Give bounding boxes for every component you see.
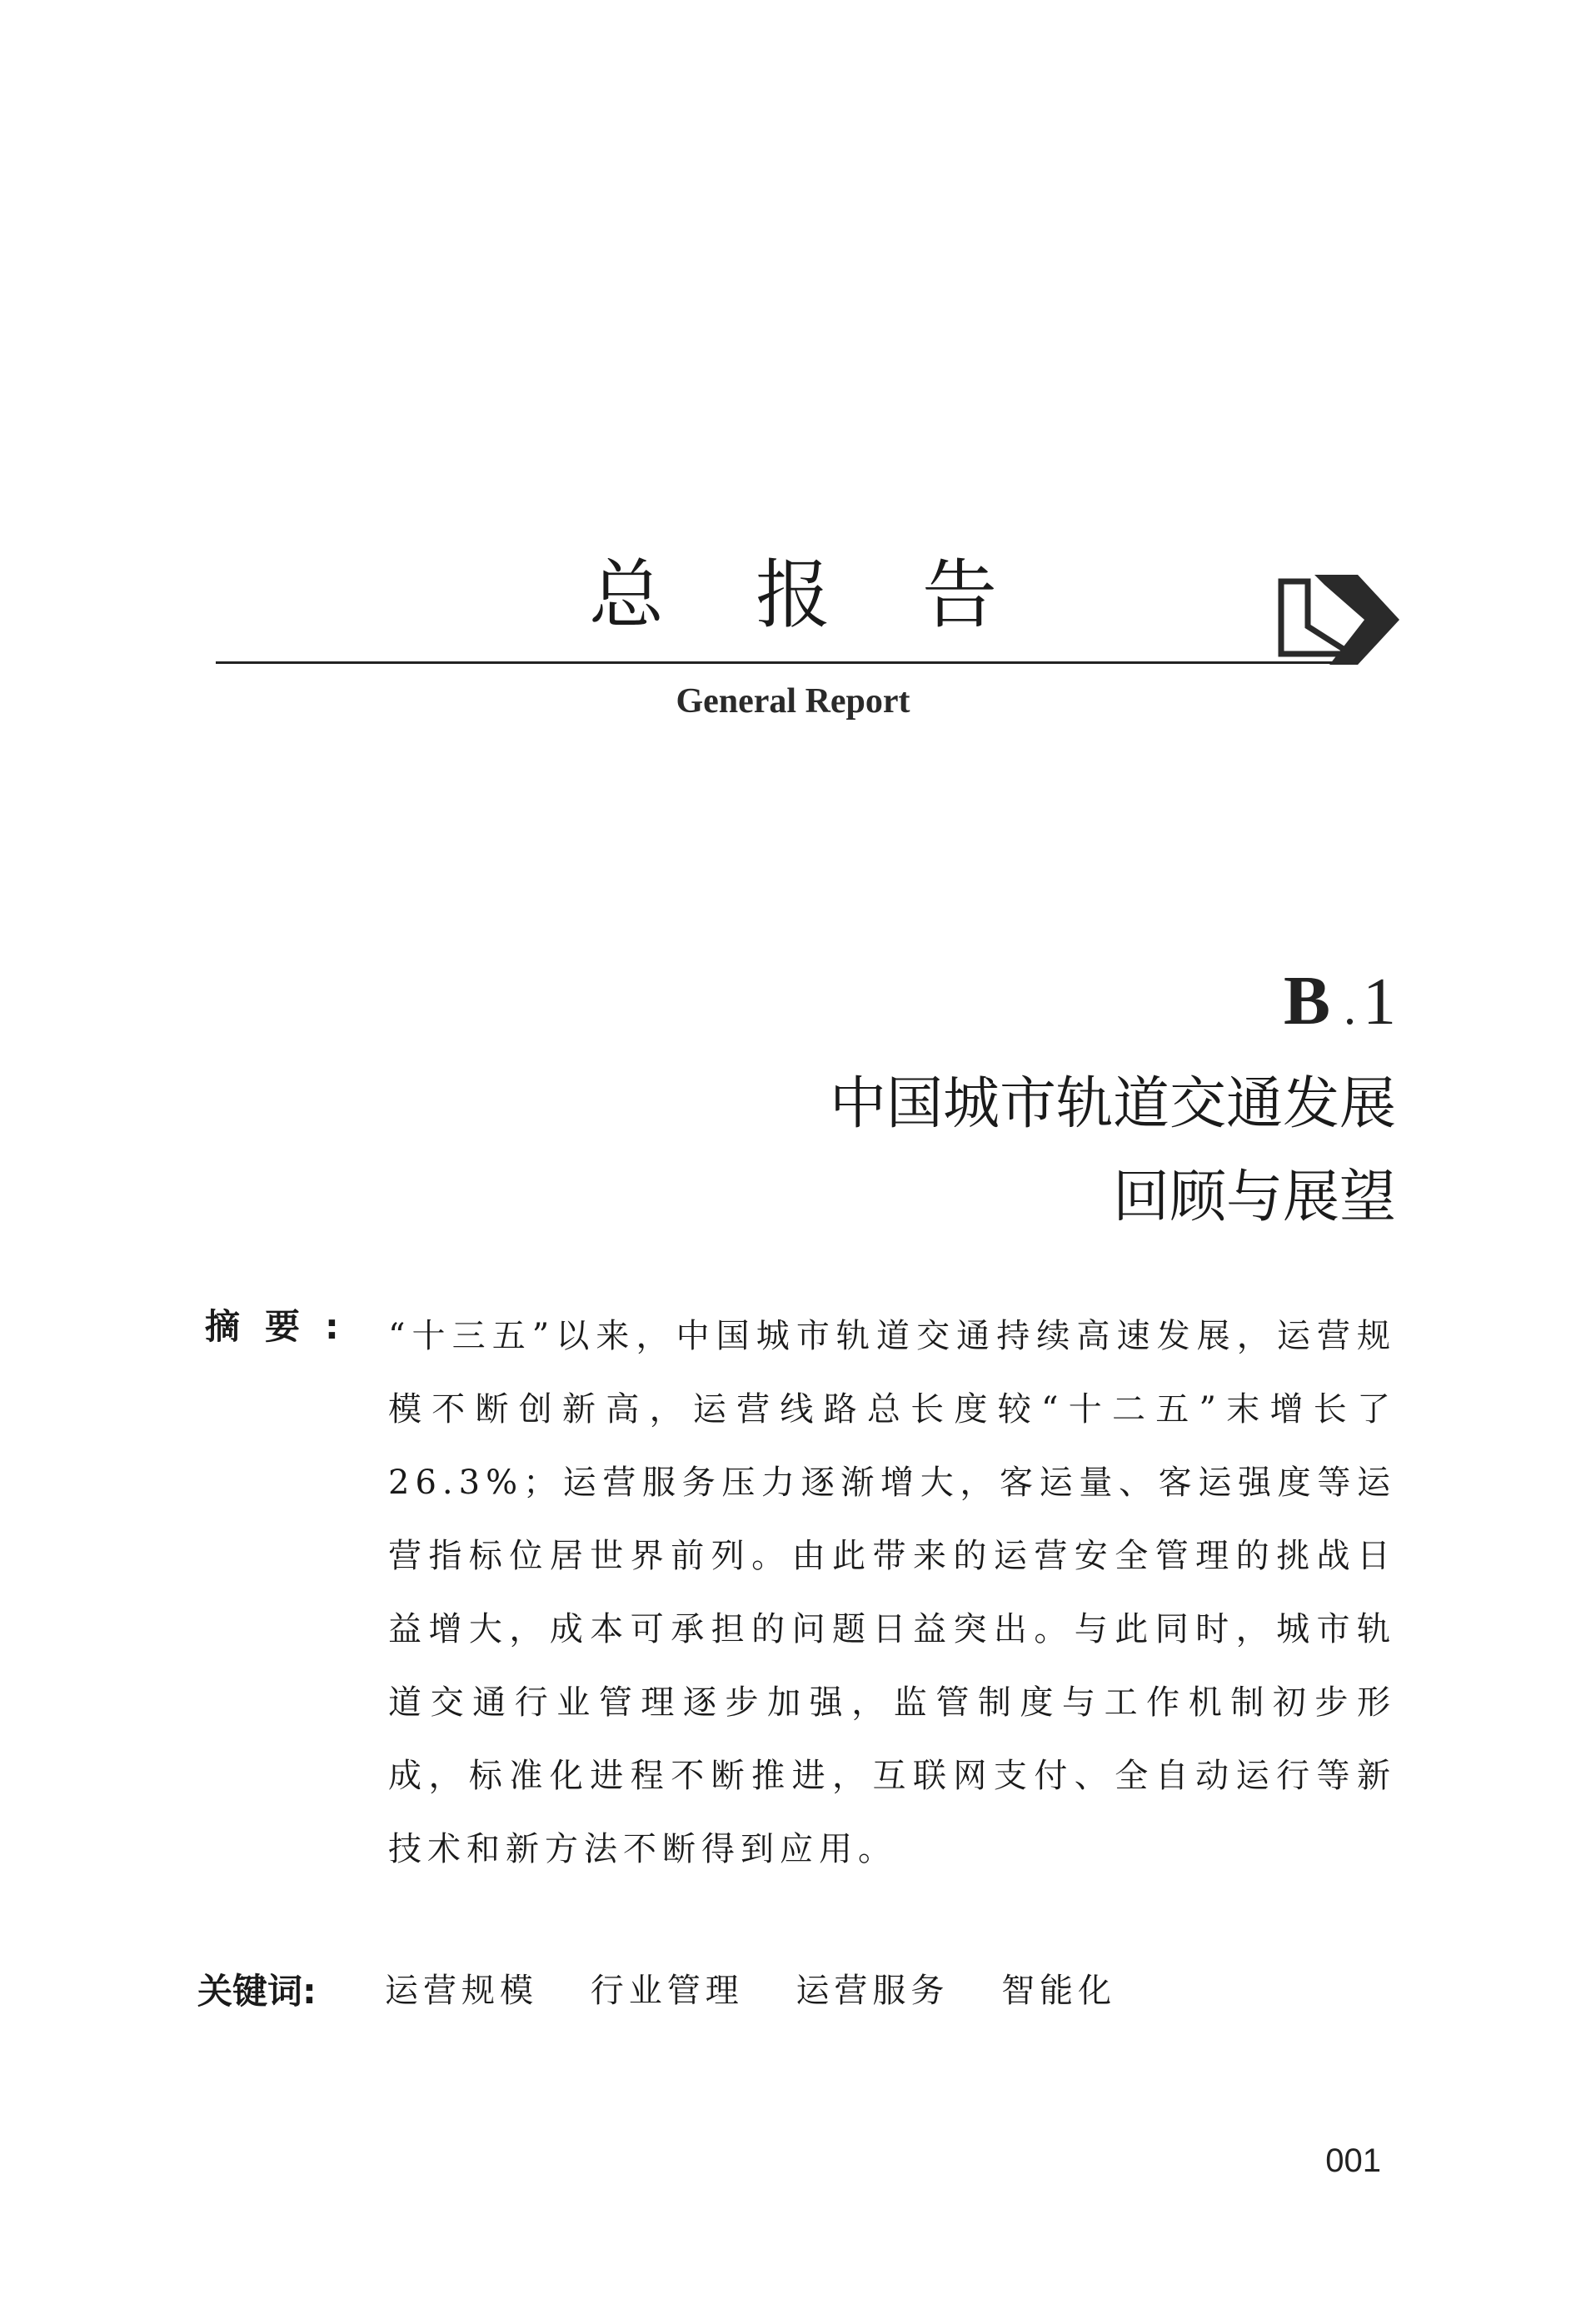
chapter-title-line-1: 中国城市轨道交通发展: [829, 1071, 1396, 1137]
keywords-label: 关键词:: [197, 1971, 317, 2012]
keyword-item: 行业管理: [590, 1972, 744, 2010]
keyword-item: 智能化: [1001, 1972, 1117, 2010]
corner-bracket-logo: [1274, 566, 1408, 671]
chapter-letter: B: [1283, 962, 1332, 1040]
chapter-title-line-2: 回顾与展望: [1112, 1164, 1396, 1230]
keyword-item: 运营规模: [385, 1972, 538, 2010]
chapter-index: 1: [1363, 965, 1396, 1039]
abstract-text: “十三五”以来，中国城市轨道交通持续高速发展，运营规模不断创新高，运营线路总长度较“十二五”末增长了26.3%；运营服务压力逐渐增大，客运量、客运强度等运营指标位居世界前列。由此带来的运营安全管理的挑战日益增大，成本可承担的问题日益突出。与此同时，城市轨道交通行业管理逐步加强，监管制度与工作机制初步形成，标准化进程不断推进，互联网支付、全自动运行等新技术和新方法不断得到应用。: [388, 1317, 1396, 1868]
keywords-list: [385, 1964, 1153, 2012]
chapter-dot: .: [1344, 980, 1356, 1035]
section-title: 总报告: [589, 551, 1089, 639]
abstract-label: 摘要:: [205, 1306, 364, 1347]
chapter-title: [830, 1058, 1396, 1244]
page-number: 001: [1325, 2142, 1381, 2179]
chapter-number: [1283, 962, 1396, 1040]
header-rule: [216, 661, 1357, 664]
section-subtitle: General Report: [676, 682, 910, 721]
keyword-item: 运营服务: [795, 1972, 950, 2010]
